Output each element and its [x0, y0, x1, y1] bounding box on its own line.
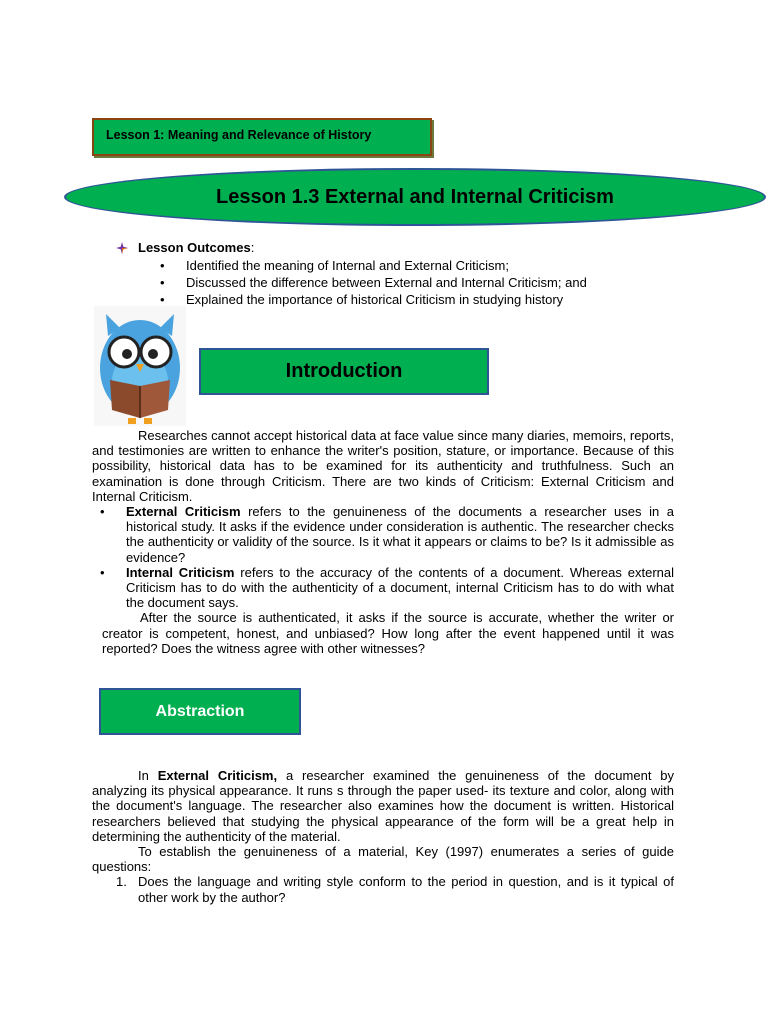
outcome-list [160, 257, 587, 308]
introduction-heading-box [199, 348, 489, 395]
abstraction-heading-box [99, 688, 301, 735]
abstraction-body [92, 768, 674, 905]
outcomes-heading: Lesson Outcomes: [138, 240, 255, 255]
intro-closing: After the source is authenticated, it asks if the source is accurate, whether the writer or creator is competent, honest, and unbiased? How long after the event happened until it was reported? Does the witness agree with other witnesses? [102, 610, 674, 656]
list-item: • External Criticism refers to the genuineness of the documents a researcher uses in a historical study. It asks if the evidence under consideration is authentic. The researcher checks the authenticity or validity of the source. Is it what it appears or claims to be? Is it admissible as evidence? [92, 504, 674, 565]
introduction-body [92, 428, 674, 656]
intro-paragraph: Researches cannot accept historical data at face value since many diaries, memoirs, reports, and testimonies are written to enhance the writer's position, stature, or importance. Because of this possibility, historical data has to be examined for its authenticity and truthfulness. Such an examination is done through Criticism. There are two kinds of Criticism: External Criticism and Internal Criticism. [92, 428, 674, 504]
four-point-star-bullet-icon [116, 242, 128, 254]
abstraction-paragraph-2: To establish the genuineness of a material, Key (1997) enumerates a series of guide questions: [92, 844, 674, 875]
lesson-label-box [92, 118, 432, 156]
list-item: • Discussed the difference between External and Internal Criticism; and [160, 274, 587, 291]
list-item: • Internal Criticism refers to the accuracy of the contents of a document. Whereas external Criticism has to do with the authenticity of a document, internal Criticism has to do with what the document says. [92, 565, 674, 611]
list-item: • Explained the importance of historical Criticism in studying history [160, 291, 587, 308]
abstraction-paragraph: In External Criticism, a researcher examined the genuineness of the document by analyzing its physical appearance. It runs s through the paper used- its texture and color, along with the document's language. The researcher also examines how the document is written. Historical researchers believed that studying the physical appearance of the form will be a great help in determining the authenticity of the material. [92, 768, 675, 844]
lesson-title-banner [64, 168, 766, 226]
introduction-heading: Introduction [285, 360, 403, 382]
lesson-label: Lesson 1: Meaning and Relevance of History [106, 128, 372, 142]
abstraction-heading: Abstraction [155, 702, 245, 720]
owl-reading-book-icon [94, 306, 186, 426]
lesson-title: Lesson 1.3 External and Internal Criticism [216, 185, 614, 208]
list-item: 1. Does the language and writing style conform to the period in question, and is it typical of other work by the author? [116, 874, 674, 905]
list-item: • Identified the meaning of Internal and External Criticism; [160, 257, 587, 274]
